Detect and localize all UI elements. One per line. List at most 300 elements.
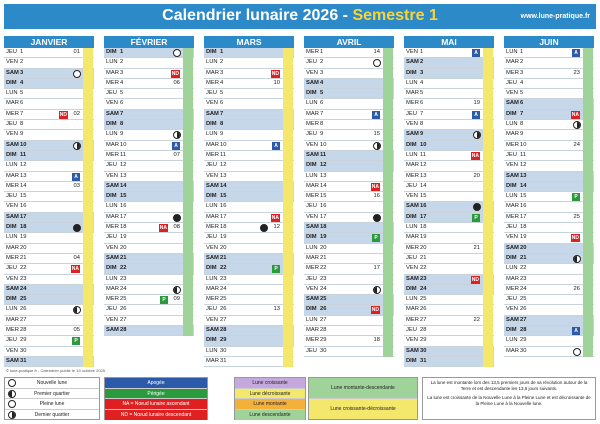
day-row[interactable] [204,357,294,367]
day-row[interactable] [504,326,594,336]
day-row[interactable] [404,316,494,326]
day-row[interactable] [304,48,394,58]
day-row[interactable] [104,120,194,130]
day-row[interactable] [404,182,494,192]
day-row[interactable] [304,336,394,346]
weekday-label: SAM [106,110,119,117]
badge-a: A [472,49,480,57]
day-row[interactable] [304,58,394,68]
day-row[interactable] [204,254,294,264]
day-row[interactable] [4,254,94,264]
day-row[interactable] [204,58,294,68]
day-number: 20 [320,244,327,251]
day-row[interactable] [404,223,494,233]
month-header: FÉVRIER [104,36,194,48]
phase-label: Pleine lune [39,401,65,407]
day-row[interactable] [4,275,94,285]
day-row[interactable] [304,316,394,326]
day-row[interactable] [404,172,494,182]
day-number: 31 [20,357,27,364]
day-row[interactable] [104,202,194,212]
day-row[interactable] [204,244,294,254]
day-number: 25 [20,296,27,303]
new-moon-icon [173,214,181,222]
day-row[interactable] [104,69,194,79]
day-row[interactable] [504,295,594,305]
day-number: 23 [420,275,427,282]
day-row[interactable] [404,130,494,140]
day-row[interactable] [304,161,394,171]
day-row[interactable] [4,141,94,151]
weekday-label: VEN [6,203,18,210]
weekday-label: JEU [306,131,317,138]
day-number: 7 [20,110,24,117]
day-row[interactable] [4,357,94,367]
day-row[interactable] [204,285,294,295]
day-row[interactable] [504,305,594,315]
week-number: 22 [473,316,480,323]
day-row[interactable] [304,99,394,109]
day-number: 6 [320,100,324,107]
day-row[interactable] [104,326,194,336]
weekday-label: DIM [406,285,417,292]
day-row[interactable] [504,285,594,295]
day-number: 21 [220,254,227,261]
day-row[interactable] [4,48,94,58]
month-header: MAI [404,36,494,48]
day-row[interactable] [504,48,594,58]
weekday-label: MAR [306,327,319,334]
day-row[interactable] [4,305,94,315]
day-row[interactable] [404,233,494,243]
day-number: 29 [520,337,527,344]
day-number: 19 [220,234,227,241]
day-row[interactable] [404,58,494,68]
day-row[interactable] [304,347,394,357]
day-number: 4 [20,79,24,86]
day-row[interactable] [504,120,594,130]
day-row[interactable] [504,141,594,151]
waxing-key: Lune croissante [235,378,305,389]
day-row[interactable] [504,275,594,285]
day-row[interactable] [404,69,494,79]
day-number: 1 [220,49,224,55]
day-row[interactable] [4,285,94,295]
weekday-label: JEU [106,162,117,169]
day-row[interactable] [404,110,494,120]
weekday-label: SAM [6,285,19,292]
day-row[interactable] [404,120,494,130]
weekday-label: JEU [6,337,17,344]
day-row[interactable] [104,285,194,295]
day-row[interactable] [4,264,94,274]
day-number: 29 [420,337,427,344]
day-row[interactable] [404,141,494,151]
day-row[interactable] [104,305,194,315]
day-number: 23 [120,275,127,282]
day-row[interactable] [204,130,294,140]
day-row[interactable] [404,254,494,264]
day-row[interactable] [204,295,294,305]
day-row[interactable] [4,161,94,171]
day-number: 18 [320,224,327,231]
weekday-label: DIM [6,79,17,86]
day-row[interactable] [104,89,194,99]
weekday-label: MAR [206,213,219,220]
day-number: 27 [520,316,527,323]
day-row[interactable] [204,99,294,109]
day-row[interactable] [304,151,394,161]
day-row[interactable] [504,79,594,89]
day-row[interactable] [104,223,194,233]
day-number: 3 [320,69,324,76]
badge-a: A [572,327,580,335]
day-row[interactable] [104,192,194,202]
day-row[interactable] [404,285,494,295]
day-number: 3 [220,69,224,76]
day-row[interactable] [104,161,194,171]
week-number: 03 [73,182,80,189]
day-row[interactable] [304,254,394,264]
day-row[interactable] [504,244,594,254]
badge-na: NA [571,111,579,118]
title-bar [4,4,596,29]
day-row[interactable] [104,48,194,58]
badge-p: P [372,234,380,242]
day-row[interactable] [304,295,394,305]
day-row[interactable] [104,182,194,192]
day-number: 23 [520,275,527,282]
day-row[interactable] [4,130,94,140]
day-row[interactable] [4,326,94,336]
lunar-cycle-bar [283,48,293,367]
day-number: 24 [320,285,327,292]
weekday-label: VEN [6,59,18,66]
weekday-label: JEU [206,90,217,97]
day-row[interactable] [4,120,94,130]
day-row[interactable] [4,172,94,182]
day-row[interactable] [404,305,494,315]
day-row[interactable] [404,151,494,161]
day-row[interactable] [204,192,294,202]
day-row[interactable] [504,223,594,233]
day-row[interactable] [504,347,594,357]
day-row[interactable] [104,213,194,223]
day-row[interactable] [504,110,594,120]
day-row[interactable] [204,202,294,212]
day-row[interactable] [504,89,594,99]
day-row[interactable] [504,58,594,68]
day-row[interactable] [304,223,394,233]
day-row[interactable] [204,89,294,99]
day-row[interactable] [4,336,94,346]
day-row[interactable] [104,233,194,243]
weekday-label: JEU [206,306,217,313]
day-row[interactable] [4,110,94,120]
day-row[interactable] [304,69,394,79]
weekday-label: MAR [506,275,519,282]
day-row[interactable] [304,89,394,99]
day-row[interactable] [4,69,94,79]
weekday-label: DIM [206,337,217,344]
day-row[interactable] [304,305,394,315]
day-number: 16 [420,203,427,210]
day-row[interactable] [204,69,294,79]
weekday-label: SAM [506,172,519,179]
day-number: 18 [120,224,127,231]
day-row[interactable] [304,79,394,89]
day-row[interactable] [504,213,594,223]
weekday-label: VEN [206,244,218,251]
weekday-label: MAR [106,285,119,292]
weekday-label: MAR [506,347,519,354]
weekday-label: VEN [506,162,518,169]
weekday-label: JEU [506,151,517,158]
day-row[interactable] [204,223,294,233]
day-row[interactable] [404,192,494,202]
day-row[interactable] [4,79,94,89]
day-row[interactable] [504,69,594,79]
full-moon-icon [173,49,181,57]
day-number: 6 [120,100,124,107]
day-row[interactable] [404,202,494,212]
day-number: 1 [420,49,424,55]
day-row[interactable] [204,305,294,315]
day-row[interactable] [204,141,294,151]
day-number: 7 [220,110,224,117]
day-row[interactable] [504,254,594,264]
weekday-label: MER [306,337,319,344]
weekday-label: LUN [206,203,218,210]
last-quarter-icon [8,411,16,419]
day-number: 21 [320,254,327,261]
week-number: 18 [373,337,380,344]
day-row[interactable] [104,172,194,182]
day-row[interactable] [504,99,594,109]
day-row[interactable] [304,130,394,140]
new-moon-icon [260,224,268,232]
weekday-label: LUN [106,59,118,66]
day-row[interactable] [104,275,194,285]
day-number: 5 [320,90,324,97]
day-row[interactable] [504,336,594,346]
first-quarter-icon [173,286,181,294]
day-row[interactable] [204,161,294,171]
day-number: 20 [420,244,427,251]
day-row[interactable] [4,316,94,326]
day-row[interactable] [204,336,294,346]
day-row[interactable] [4,244,94,254]
day-row[interactable] [204,110,294,120]
day-row[interactable] [204,213,294,223]
week-number: 10 [273,79,280,86]
day-number: 30 [220,347,227,354]
day-row[interactable] [104,141,194,151]
day-row[interactable] [404,347,494,357]
day-number: 28 [120,327,127,334]
day-number: 2 [520,59,524,66]
day-row[interactable] [4,213,94,223]
day-row[interactable] [504,316,594,326]
day-row[interactable] [104,130,194,140]
weekday-label: JEU [306,347,317,354]
day-row[interactable] [204,182,294,192]
day-row[interactable] [304,213,394,223]
day-number: 26 [420,306,427,313]
day-row[interactable] [404,275,494,285]
day-row[interactable] [304,182,394,192]
day-row[interactable] [404,48,494,58]
day-row[interactable] [4,99,94,109]
weekday-label: SAM [406,131,419,138]
day-number: 18 [520,224,527,231]
day-row[interactable] [404,357,494,367]
day-row[interactable] [504,151,594,161]
day-number: 28 [420,327,427,334]
day-number: 18 [220,224,227,231]
day-row[interactable] [204,79,294,89]
day-row[interactable] [504,202,594,212]
month-2 [204,36,294,367]
day-row[interactable] [4,182,94,192]
day-number: 18 [420,224,427,231]
day-row[interactable] [204,151,294,161]
badge-na: NA [159,225,167,232]
day-number: 29 [20,337,27,344]
weekday-label: MER [306,193,319,200]
day-row[interactable] [304,233,394,243]
day-row[interactable] [204,264,294,274]
day-row[interactable] [404,326,494,336]
day-row[interactable] [404,213,494,223]
weekday-label: MER [6,254,19,261]
day-row[interactable] [204,48,294,58]
day-row[interactable] [304,110,394,120]
day-row[interactable] [204,275,294,285]
weekday-label: SAM [6,141,19,148]
day-row[interactable] [504,233,594,243]
day-number: 13 [320,172,327,179]
day-row[interactable] [404,161,494,171]
day-number: 3 [520,69,524,76]
day-row[interactable] [404,264,494,274]
day-row[interactable] [204,326,294,336]
day-row[interactable] [504,182,594,192]
day-row[interactable] [204,172,294,182]
day-row[interactable] [4,89,94,99]
first-quarter-icon [8,390,16,398]
weekday-label: MAR [206,285,219,292]
day-row[interactable] [504,130,594,140]
badge-a: A [272,142,280,150]
day-row[interactable] [304,202,394,212]
new-moon-icon [8,379,16,387]
day-row[interactable] [4,223,94,233]
week-number: 13 [273,306,280,313]
weekday-label: MER [206,296,219,303]
day-row[interactable] [104,244,194,254]
day-row[interactable] [404,99,494,109]
site-url[interactable]: www.lune-pratique.fr [520,13,590,20]
day-row[interactable] [204,347,294,357]
day-row[interactable] [104,110,194,120]
day-number: 1 [20,49,24,55]
day-row[interactable] [204,316,294,326]
day-row[interactable] [104,295,194,305]
week-number: 04 [73,254,80,261]
day-row[interactable] [304,172,394,182]
phase-legend [4,377,100,420]
day-row[interactable] [104,316,194,326]
day-row[interactable] [204,233,294,243]
weekday-label: MER [206,151,219,158]
weekday-label: LUN [306,100,318,107]
weekday-label: MER [506,213,519,220]
day-row[interactable] [304,120,394,130]
weekday-label: SAM [6,213,19,220]
day-number: 9 [120,131,124,138]
day-number: 23 [220,275,227,282]
weekday-label: JEU [6,265,17,272]
day-row[interactable] [104,79,194,89]
day-row[interactable] [4,151,94,161]
lunar-cycle-bar [183,48,193,336]
day-row[interactable] [104,151,194,161]
day-row[interactable] [304,326,394,336]
weekday-label: LUN [6,306,18,313]
weekday-label: DIM [406,357,417,364]
day-row[interactable] [304,264,394,274]
day-row[interactable] [404,79,494,89]
day-row[interactable] [104,254,194,264]
weekday-label: SAM [306,151,319,158]
day-row[interactable] [4,347,94,357]
day-row[interactable] [304,285,394,295]
day-row[interactable] [104,264,194,274]
day-row[interactable] [104,99,194,109]
weekday-label: SAM [506,100,519,107]
day-row[interactable] [304,141,394,151]
weekday-label: MAR [406,306,419,313]
month-header: JANVIER [4,36,94,48]
day-row[interactable] [504,172,594,182]
day-row[interactable] [304,244,394,254]
day-row[interactable] [504,264,594,274]
day-number: 22 [120,265,127,272]
day-row[interactable] [404,336,494,346]
weekday-label: MER [306,49,319,55]
day-row[interactable] [304,275,394,285]
day-row[interactable] [404,295,494,305]
day-row[interactable] [504,161,594,171]
weekday-label: SAM [306,224,319,231]
day-row[interactable] [4,233,94,243]
day-row[interactable] [4,295,94,305]
day-row[interactable] [104,58,194,68]
day-number: 11 [420,151,427,158]
day-row[interactable] [404,244,494,254]
day-row[interactable] [504,192,594,202]
day-row[interactable] [4,192,94,202]
weekday-label: VEN [106,244,118,251]
day-row[interactable] [404,89,494,99]
weekday-label: MAR [306,110,319,117]
day-row[interactable] [4,58,94,68]
day-number: 16 [320,203,327,210]
day-row[interactable] [204,120,294,130]
day-row[interactable] [304,192,394,202]
day-row[interactable] [4,202,94,212]
